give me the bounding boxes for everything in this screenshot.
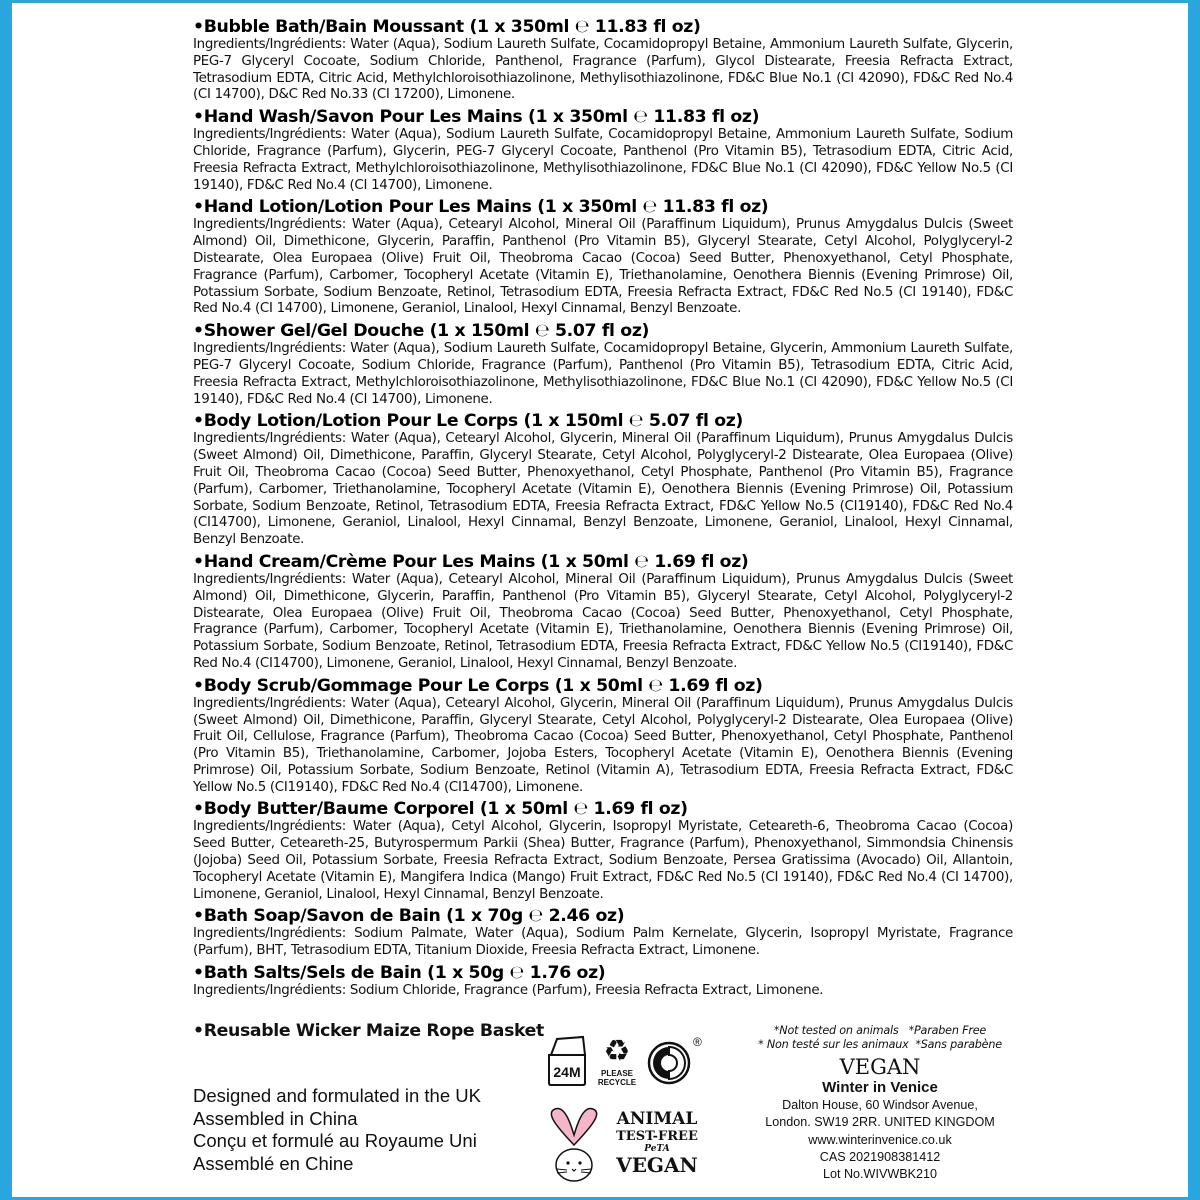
company-info — [730, 1024, 1030, 1183]
atf-line-1: ANIMAL — [616, 1109, 698, 1129]
notes-en — [730, 1024, 1030, 1038]
note-sans-parabene: *Sans parabène — [915, 1038, 1002, 1051]
atf-line-4: VEGAN — [616, 1153, 698, 1177]
origin-statement — [193, 1085, 523, 1175]
vegan-label: VEGAN — [839, 1055, 921, 1079]
bunny-logo-icon — [545, 1105, 603, 1187]
product-ingredients: Ingredients/Ingrédients: Sodium Palmate, Water (Aqua), Sodium Palm Kernelate, Glycerin, Isopropyl Myristate, Fragrance (Parfum), BHT, Tetrasodium EDTA, Titanium Dioxide, Freesia Refracta Extract, Limonene. — [193, 926, 1013, 959]
registered-mark: ® — [693, 1035, 702, 1049]
recycle-glyph-icon: ♻ — [603, 1034, 631, 1069]
product-title: •Hand Wash/Savon Pour Les Mains (1 x 350ml ℮ 11.83 fl oz) — [193, 107, 760, 128]
brand-name: Winter in Venice — [822, 1079, 938, 1096]
atf-line-2: TEST-FREE — [616, 1129, 698, 1144]
product-title: •Body Scrub/Gommage Pour Le Corps (1 x 50ml ℮ 1.69 fl oz) — [193, 675, 763, 696]
product-section — [193, 552, 1013, 673]
address-line-2: London. SW19 2RR. UNITED KINGDOM — [765, 1115, 995, 1130]
product-ingredients: Ingredients/Ingrédients: Water (Aqua), Cetearyl Alcohol, Mineral Oil (Paraffinum Liquidum), Prunus Amygdalus Dulcis (Sweet Almond) Oil, Dimethicone, Glycerin, Paraffin, Panthenol (Pro Vitamin B5), Glyceryl Stearate, Cetyl Alcohol, Polyglyceryl-2 Distearate, Olea Europaea (Olive) Fruit Oil, Theobroma Cacao (Cocoa) Seed Butter, Phenoxyethanol, Cetyl Phosphate, Fragrance (Parfum), Carbomer, Tocopheryl Acetate (Vitamin E), Triethanolamine, Oenothera Biennis (Evening Primrose) Oil, Potassium Sorbate, Sodium Benzoate, Retinol, Tetrasodium EDTA, Freesia Refracta Extract, FD&C Red No.5 (CI 19140), FD&C Red No.4 (CI 14700), Limonene, Geraniol, Linalool, Hexyl Cinnamal, Benzyl Benzoate. — [193, 217, 1013, 317]
basket-title: •Reusable Wicker Maize Rope Basket — [193, 1021, 544, 1041]
product-section — [193, 799, 1013, 903]
product-title: •Body Butter/Baume Corporel (1 x 50ml ℮ 1.69 fl oz) — [193, 799, 688, 820]
product-ingredients: Ingredients/Ingrédients: Sodium Chloride, Fragrance (Parfum), Freesia Refracta Extract, Limonene. — [193, 983, 824, 999]
product-section — [193, 906, 1013, 960]
address-line-1: Dalton House, 60 Windsor Avenue, — [782, 1098, 978, 1112]
product-ingredients: Ingredients/Ingrédients: Water (Aqua), Cetearyl Alcohol, Mineral Oil (Paraffinum Liquidum), Prunus Amygdalus Dulcis (Sweet Almond) Oil, Dimethicone, Glycerin, Paraffin, Panthenol (Pro Vitamin B5), Glyceryl Stearate, Cetyl Alcohol, Polyglyceryl-2 Distearate, Olea Europaea (Olive) Fruit Oil, Theobroma Cacao (Cocoa) Seed Butter, Phenoxyethanol, Cetyl Phosphate, Fragrance (Parfum), Carbomer, Tocopheryl Acetate (Vitamin E), Triethanolamine, Oenothera Biennis (Evening Primrose) Oil, Potassium Sorbate, Sodium Benzoate, Retinol, Tetrasodium EDTA, Freesia Refracta Extract, FD&C Yellow No.5 (CI19140), FD&C Red No.4 (CI14700), Limonene, Geraniol, Linalool, Hexyl Cinnamal, Benzyl Benzoate. — [193, 571, 1013, 671]
product-section — [193, 321, 1013, 408]
recycle-text-2: RECYCLE — [597, 1078, 637, 1087]
product-title: •Bath Soap/Savon de Bain (1 x 70g ℮ 2.46 oz) — [193, 906, 625, 927]
product-section — [193, 676, 1013, 797]
origin-line-en-1: Designed and formulated in the UK — [193, 1085, 481, 1106]
jar-icon — [545, 1033, 589, 1087]
note-not-tested: *Not tested on animals — [773, 1024, 899, 1037]
product-section — [193, 411, 1013, 549]
product-title: •Hand Cream/Crème Pour Les Mains (1 x 50ml ℮ 1.69 fl oz) — [193, 551, 749, 572]
product-ingredients: Ingredients/Ingrédients: Water (Aqua), Cetyl Alcohol, Glycerin, Isopropyl Myristate, Ceteareth-6, Theobroma Cacao (Cocoa) Seed Butter, Ceteareth-25, Butyrospermum Parkii (Shea) Butter, Fragrance (Parfum), Phenoxyethanol, Simmondsia Chinensis (Jojoba) Seed Oil, Potassium Sorbate, Freesia Refracta Extract, Sodium Benzoate, Persea Gratissima (Avocado) Oil, Allantoin, Tocopheryl Acetate (Vitamin E), Mangifera Indica (Mango) Fruit Extract, FD&C Red No.5 (CI 19140), FD&C Red No.4 (CI 14700), Limonene, Geraniol, Linalool, Hexyl Cinnamal, Benzyl Benzoate. — [193, 819, 1013, 902]
note-non-teste: * Non testé sur les animaux — [758, 1038, 909, 1051]
cas-number: CAS 2021908381412 — [819, 1149, 941, 1164]
pao-label: 24M — [553, 1064, 581, 1080]
lot-number: Lot No.WIVWBK210 — [822, 1167, 938, 1182]
product-section — [193, 963, 1013, 1000]
note-paraben-free: *Paraben Free — [908, 1024, 987, 1037]
product-title: •Hand Lotion/Lotion Pour Les Mains (1 x 350ml ℮ 11.83 fl oz) — [193, 197, 769, 218]
product-section — [193, 197, 1013, 318]
recycle-icon — [597, 1035, 637, 1091]
product-title: •Shower Gel/Gel Douche (1 x 150ml ℮ 5.07 fl oz) — [193, 321, 650, 342]
product-ingredients: Ingredients/Ingrédients: Water (Aqua), Sodium Laureth Sulfate, Cocamidopropyl Betaine, Glycerin, Ammonium Laureth Sulfate, PEG-7 Glyceryl Cocoate, Sodium Chloride, Fragrance (Parfum), Panthenol (Pro Vitamin B5), Tetrasodium EDTA, Citric Acid, Freesia Refracta Extract, Methylchloroisothiazolinone, Methylisothiazolinone, FD&C Blue No.1 (CI 42090), FD&C Yellow No.5 (CI 19140), FD&C Red No.4 (CI 14700), Limonene. — [193, 341, 1013, 407]
website: www.winterinvenice.co.uk — [808, 1132, 952, 1147]
product-ingredients: Ingredients/Ingrédients: Water (Aqua), Cetearyl Alcohol, Glycerin, Mineral Oil (Paraffinum Liquidum), Prunus Amygdalus Dulcis (Sweet Almond) Oil, Dimethicone, Paraffin, Glyceryl Stearate, Cetyl Alcohol, Polyglyceryl-2 Distearate, Olea Europaea (Olive) Fruit Oil, Theobroma Cacao (Cocoa) Seed Butter, Phenoxyethanol, Cetyl Phosphate, Panthenol (Pro Vitamin B5), Fragrance (Parfum), Carbomer, Triethanolamine, Tocopheryl Acetate (Vitamin E), Oenothera Biennis (Evening Primrose) Oil, Potassium Sorbate, Sodium Benzoate, Retinol, Tetrasodium EDTA, Freesia Refracta Extract, FD&C Yellow No.5 (CI19140), FD&C Red No.4 (CI14700), Limonene, Geraniol, Linalool, Hexyl Cinnamal, Benzyl Benzoate, Limonene, Geraniol, Linalool, Hexyl Cinnamal, Benzyl Benzoate. — [193, 431, 1013, 548]
product-section — [193, 17, 1013, 104]
product-ingredients: Ingredients/Ingrédients: Water (Aqua), Sodium Laureth Sulfate, Cocamidopropyl Betaine, Ammonium Laureth Sulfate, Glycerin, PEG-7 Glyceryl Cocoate, Sodium Chloride, Panthenol, Fragrance (Parfum), Glycol Distearate, Freesia Refracta Extract, Tetrasodium EDTA, Citric Acid, Methylchloroisothiazolinone, Methylisothiazolinone, FD&C Blue No.1 (CI 42090), FD&C Red No.4 (CI 14700), D&C Red No.33 (CI 17200), Limonene. — [193, 37, 1013, 103]
product-ingredients: Ingredients/Ingrédients: Water (Aqua), Cetearyl Alcohol, Glycerin, Mineral Oil (Paraffinum Liquidum), Prunus Amygdalus Dulcis (Sweet Almond) Oil, Dimethicone, Paraffin, Glyceryl Stearate, Cetyl Alcohol, Polyglyceryl-2 Distearate, Olea Europaea (Olive) Fruit Oil, Cellulose, Fragrance (Parfum), Theobroma Cacao (Cocoa) Seed Butter, Phenoxyethanol, Cetyl Phosphate, Panthenol (Pro Vitamin B5), Triethanolamine, Carbomer, Jojoba Esters, Tocopheryl Acetate (Vitamin E), Oenothera Biennis (Evening Primrose) Oil, Potassium Sorbate, Sodium Benzoate, Retinol (Vitamin A), Tetrasodium EDTA, Freesia Refracta Extract, FD&C Yellow No.5 (CI19140), FD&C Red No.4 (CI14700), Limonene. — [193, 695, 1013, 795]
packaging-symbols — [545, 1033, 715, 1193]
product-list — [193, 17, 1013, 1003]
origin-line-en-2: Assembled in China — [193, 1107, 358, 1129]
product-ingredients: Ingredients/Ingrédients: Water (Aqua), Sodium Laureth Sulfate, Cocamidopropyl Betaine, Ammonium Laureth Sulfate, Sodium Chloride, Fragrance (Parfum), Glycerin, PEG-7 Glyceryl Cocoate, Panthenol (Pro Vitamin B5), Tetrasodium EDTA, Citric Acid, Freesia Refracta Extract, Methylchloroisothiazolinone, Methylisothiazolinone, FD&C Blue No.1 (CI 42090), FD&C Yellow No.5 (CI 19140), FD&C Red No.4 (CI 14700), Limonene. — [193, 127, 1013, 193]
product-section — [193, 107, 1013, 194]
animal-test-free-badge — [605, 1109, 709, 1176]
atf-line-3: PeTA — [644, 1144, 670, 1154]
origin-line-fr-2: Assemblé en Chine — [193, 1152, 354, 1174]
product-title: •Bubble Bath/Bain Moussant (1 x 350ml ℮ 11.83 fl oz) — [193, 17, 701, 37]
notes-fr — [730, 1038, 1030, 1052]
recycle-text-1: PLEASE — [600, 1069, 633, 1078]
origin-line-fr-1: Conçu et formulé au Royaume Uni — [193, 1130, 477, 1151]
product-title: •Body Lotion/Lotion Pour Le Corps (1 x 150ml ℮ 5.07 fl oz) — [193, 411, 743, 432]
product-title: •Bath Salts/Sels de Bain (1 x 50g ℮ 1.76 oz) — [193, 963, 606, 984]
